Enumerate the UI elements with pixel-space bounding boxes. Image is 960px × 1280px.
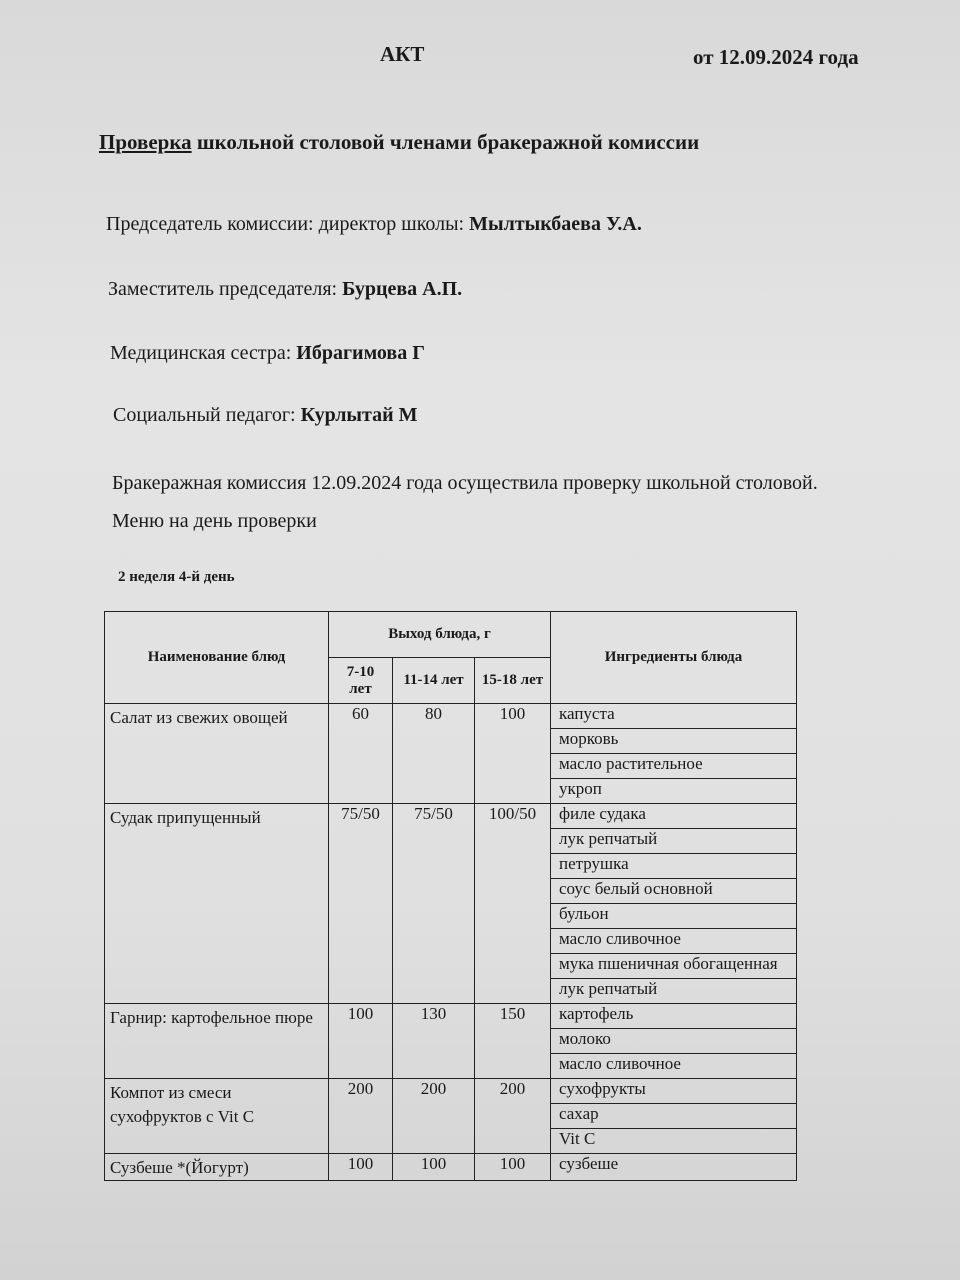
ingredient: масло сливочное	[551, 929, 797, 954]
chairman-label: Председатель комиссии: директор школы:	[106, 213, 470, 235]
portion-11-14: 75/50	[393, 804, 475, 1004]
ingredient: лук репчатый	[551, 979, 797, 1004]
portion-7-10: 100	[329, 1004, 393, 1079]
ingredient: лук репчатый	[551, 829, 797, 854]
portion-15-18: 150	[475, 1004, 551, 1079]
ingredient: укроп	[551, 779, 797, 804]
header-dish-name: Наименование блюд	[105, 612, 329, 704]
deputy-line	[108, 278, 462, 301]
ingredient: филе судака	[551, 804, 797, 829]
header-age-15-18: 15-18 лет	[475, 658, 551, 704]
portion-15-18: 100	[475, 1154, 551, 1181]
ingredient: морковь	[551, 729, 797, 754]
portion-11-14: 200	[393, 1079, 475, 1154]
ingredient: соус белый основной	[551, 879, 797, 904]
nurse-line	[110, 342, 425, 365]
portion-15-18: 200	[475, 1079, 551, 1154]
ingredient: масло сливочное	[551, 1054, 797, 1079]
menu-table	[104, 611, 797, 1181]
ingredient: сузбеше	[551, 1154, 797, 1181]
portion-7-10: 200	[329, 1079, 393, 1154]
document-date: от 12.09.2024 года	[693, 45, 859, 69]
ingredient: молоко	[551, 1029, 797, 1054]
header-age-7-10: 7-10 лет	[329, 658, 393, 704]
dish-name: Компот из смеси сухофруктов с Vit C	[105, 1079, 329, 1154]
heading-underlined-word: Проверка	[99, 130, 192, 154]
deputy-label: Заместитель председателя:	[108, 278, 343, 300]
portion-15-18: 100/50	[475, 804, 551, 1004]
ingredient: картофель	[551, 1004, 797, 1029]
dish-name: Сузбеше *(Йогурт)	[105, 1154, 329, 1181]
portion-7-10: 60	[329, 704, 393, 804]
header-ingredients: Ингредиенты блюда	[551, 612, 797, 704]
pedagogue-label: Социальный педагог:	[113, 404, 301, 426]
ingredient: мука пшеничная обогащенная	[551, 954, 797, 979]
week-day-label: 2 неделя 4-й день	[118, 569, 235, 585]
ingredient: бульон	[551, 904, 797, 929]
portion-11-14: 100	[393, 1154, 475, 1181]
document-title: АКТ	[380, 42, 425, 66]
portion-15-18: 100	[475, 704, 551, 804]
portion-11-14: 80	[393, 704, 475, 804]
pedagogue-line	[113, 404, 418, 427]
ingredient: сахар	[551, 1104, 797, 1129]
pedagogue-name: Курлытай М	[300, 404, 418, 426]
dish-name: Гарнир: картофельное пюре	[105, 1004, 329, 1079]
commission-paragraph: Бракеражная комиссия 12.09.2024 года осуществила проверку школьной столовой. Меню на день проверки	[112, 472, 818, 532]
header-output: Выход блюда, г	[329, 612, 551, 658]
document-heading	[99, 130, 699, 155]
ingredient: сухофрукты	[551, 1079, 797, 1104]
ingredient: Vit C	[551, 1129, 797, 1154]
portion-7-10: 100	[329, 1154, 393, 1181]
nurse-name: Ибрагимова Г	[296, 342, 425, 364]
dish-name: Судак припущенный	[105, 804, 329, 1004]
heading-rest: школьной столовой членами бракеражной комиссии	[191, 130, 700, 154]
chairman-name: Мылтыкбаева У.А.	[469, 213, 642, 235]
ingredient: петрушка	[551, 854, 797, 879]
ingredient: масло растительное	[551, 754, 797, 779]
nurse-label: Медицинская сестра:	[110, 342, 297, 364]
dish-name: Салат из свежих овощей	[105, 704, 329, 804]
chairman-line	[106, 213, 642, 236]
portion-11-14: 130	[393, 1004, 475, 1079]
portion-7-10: 75/50	[329, 804, 393, 1004]
ingredient: капуста	[551, 704, 797, 729]
header-age-11-14: 11-14 лет	[393, 658, 475, 704]
deputy-name: Бурцева А.П.	[342, 278, 463, 300]
